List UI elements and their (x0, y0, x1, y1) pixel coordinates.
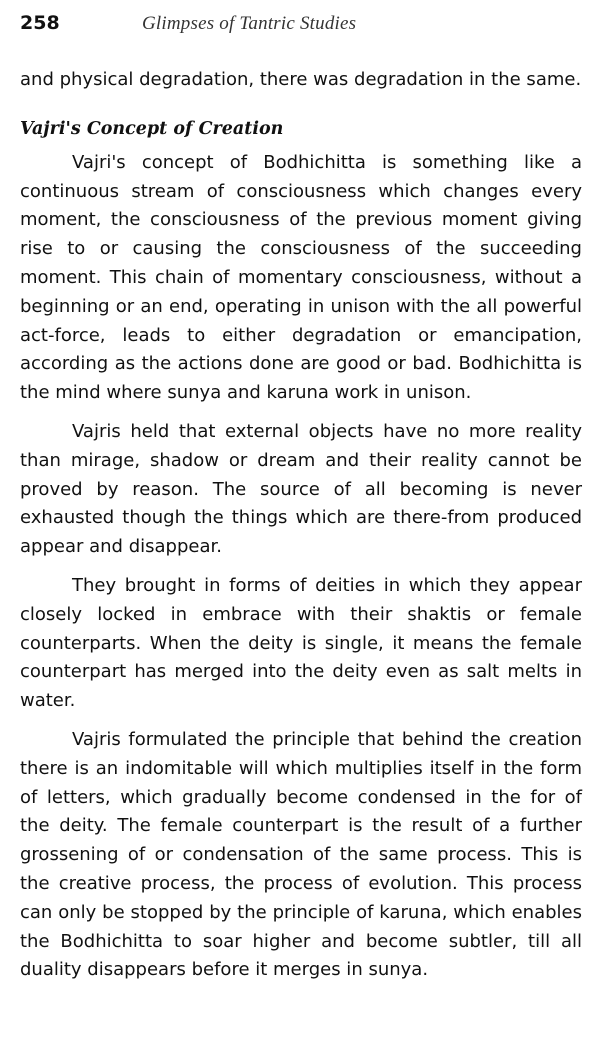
continued-paragraph: and physical degradation, there was degradation in the same. (20, 69, 582, 90)
paragraph-creation-principle: Vajris formulated the principle that behind the creation there is an indomitable will which multiplies itself in the form of letters, which gradually become condensed in the for of the deity. The female counterpart is the result of a further grossening of or condensation of the same process. This is the creative process, the process of evolution. This process can only be stopped by the principle of karuna, which enables the Bodhichitta to soar higher and become subtler, till all duality disappears before it merges in sunya. (20, 728, 582, 981)
body-text (20, 66, 582, 995)
paragraph-external-objects: Vajris held that external objects have no more reality than mirage, shadow or dream and their reality cannot be proved by reason. The source of all becoming is never exhausted though the things which are there-from produced appear and disappear. (20, 420, 582, 558)
page-number: 258 (20, 12, 60, 34)
paragraph-bodhichitta: Vajri's concept of Bodhichitta is something like a continuous stream of consciousness which changes every moment, the consciousness of the previous moment giving rise to or causing the consciousness of the succeeding moment. This chain of momentary consciousness, without a beginning or an end, operating in unison with the all powerful act-force, leads to either degradation or emancipation, according as the actions done are good or bad. Bodhichitta is the mind where sunya and karuna work in unison. (20, 151, 582, 404)
running-head (20, 12, 580, 42)
paragraph-deities: They brought in forms of deities in which they appear closely locked in embrace with their shaktis or female counterparts. When the deity is single, it means the female counterpart has merged into the deity even as salt melts in water. (20, 574, 582, 712)
running-title: Glimpses of Tantric Studies (142, 13, 357, 34)
section-heading: Vajri's Concept of Creation (20, 118, 284, 139)
